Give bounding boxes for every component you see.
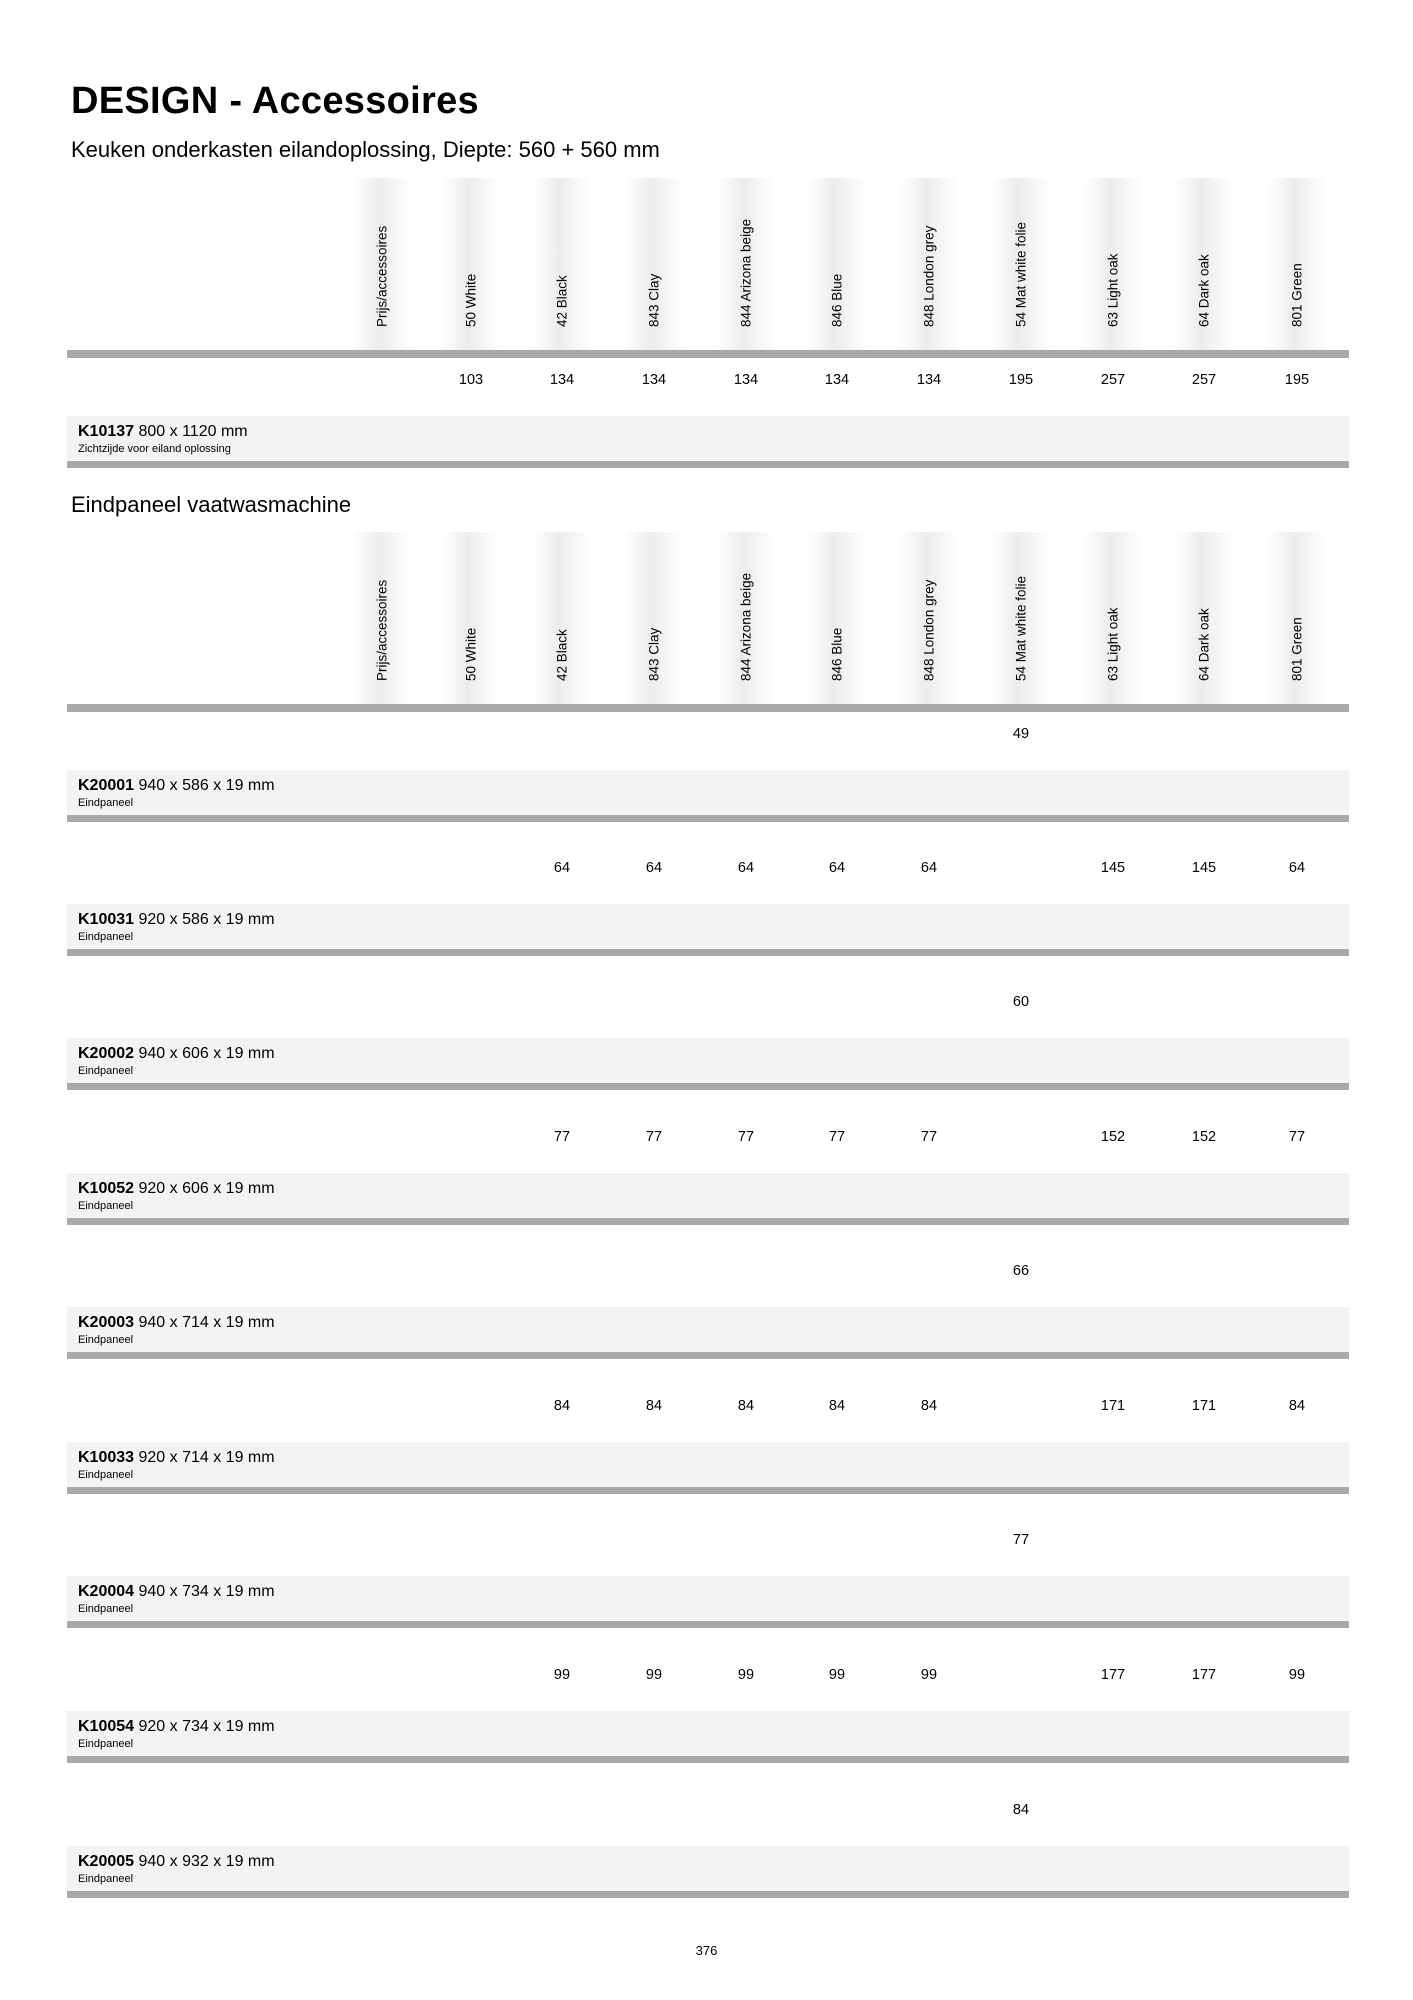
table-row: [67, 709, 1349, 843]
price-cell: 99: [553, 1667, 571, 1683]
price-cell: 64: [1288, 860, 1306, 876]
article-title: [78, 777, 275, 795]
price-cell: 84: [1288, 1398, 1306, 1414]
price-cell: 77: [645, 1129, 663, 1145]
column-header-label: 64 Dark oak: [1196, 254, 1212, 327]
price-cell: 77: [553, 1129, 571, 1145]
column-header-color: [717, 532, 775, 704]
article-title: [78, 1583, 275, 1601]
price-cell: 64: [828, 860, 846, 876]
article-code: K20004: [78, 1583, 135, 1600]
price-cell: 145: [1100, 860, 1126, 876]
price-cell: 77: [920, 1129, 938, 1145]
article-description: Eindpaneel: [78, 1469, 134, 1481]
column-header-price: [353, 178, 411, 350]
column-header-label: 846 Blue: [829, 273, 845, 327]
column-header-label: 844 Arizona beige: [738, 218, 754, 327]
article-description: Eindpaneel: [78, 931, 134, 943]
column-header-color: [442, 178, 500, 350]
price-cell: 171: [1191, 1398, 1217, 1414]
article-code: K10033: [78, 1449, 135, 1466]
column-header-label: 846 Blue: [829, 627, 845, 681]
article-size: 920 x 734 x 19 mm: [138, 1718, 275, 1735]
column-header-price: [353, 532, 411, 704]
column-header-label: 54 Mat white folie: [1013, 575, 1029, 681]
row-divider: [67, 1756, 1349, 1763]
column-header-color: [625, 178, 683, 350]
row-divider: [67, 461, 1349, 468]
column-header-color: [808, 532, 866, 704]
price-cell: 84: [828, 1398, 846, 1414]
article-code: K10052: [78, 1180, 135, 1197]
column-header-label: 848 London grey: [921, 579, 937, 681]
table-row: [67, 977, 1349, 1111]
price-cell: 195: [1284, 372, 1310, 388]
article-description: Eindpaneel: [78, 1334, 134, 1346]
price-cell: 103: [458, 372, 484, 388]
page-number: 376: [695, 1943, 718, 1958]
price-cell: 257: [1100, 372, 1126, 388]
price-cell: 77: [1012, 1532, 1030, 1548]
column-header-label: 63 Light oak: [1105, 607, 1121, 681]
column-header-label: 42 Black: [554, 275, 570, 327]
price-cell: 134: [916, 372, 942, 388]
price-cell: 134: [549, 372, 575, 388]
column-header-color: [900, 532, 958, 704]
column-header-color: [533, 178, 591, 350]
article-description: Eindpaneel: [78, 1065, 134, 1077]
price-cell: 99: [1288, 1667, 1306, 1683]
article-size: 940 x 734 x 19 mm: [138, 1583, 275, 1600]
column-header-color: [808, 178, 866, 350]
article-description: Zichtzijde voor eiland oplossing: [78, 443, 231, 455]
price-cell: 177: [1191, 1667, 1217, 1683]
price-cell: 195: [1008, 372, 1034, 388]
price-cell: 134: [641, 372, 667, 388]
column-header-label: 63 Light oak: [1105, 253, 1121, 327]
table-row: [67, 1785, 1349, 1919]
column-header-label: 54 Mat white folie: [1013, 221, 1029, 327]
column-header-color: [900, 178, 958, 350]
price-cell: 99: [920, 1667, 938, 1683]
article-code: K10054: [78, 1718, 135, 1735]
article-description: Eindpaneel: [78, 1603, 134, 1615]
price-cell: 77: [828, 1129, 846, 1145]
article-title: [78, 1853, 275, 1871]
article-size: 920 x 586 x 19 mm: [138, 911, 275, 928]
article-code: K20002: [78, 1045, 135, 1062]
price-cell: 49: [1012, 726, 1030, 742]
column-header-color: [1084, 178, 1142, 350]
price-cell: 99: [645, 1667, 663, 1683]
table-row: [67, 1381, 1349, 1515]
column-header-color: [1175, 532, 1233, 704]
article-size: 920 x 714 x 19 mm: [138, 1449, 275, 1466]
row-divider: [67, 1352, 1349, 1359]
price-cell: 134: [824, 372, 850, 388]
column-header-color: [1268, 532, 1326, 704]
price-cell: 84: [920, 1398, 938, 1414]
column-header-color: [442, 532, 500, 704]
section2-column-header: [67, 532, 1349, 712]
table-row: [67, 1112, 1349, 1246]
article-title: [78, 1045, 275, 1063]
price-cell: 77: [737, 1129, 755, 1145]
article-size: 920 x 606 x 19 mm: [138, 1180, 275, 1197]
column-header-color: [1175, 178, 1233, 350]
price-cell: 134: [733, 372, 759, 388]
article-code: K10137: [78, 423, 135, 440]
row-divider: [67, 1487, 1349, 1494]
article-band: [67, 416, 1349, 461]
article-description: Eindpaneel: [78, 1200, 134, 1212]
article-code: K20003: [78, 1314, 135, 1331]
article-title: [78, 1718, 275, 1736]
column-header-label: Prijs/accessoires: [374, 225, 390, 327]
price-cell: 64: [645, 860, 663, 876]
column-header-color: [625, 532, 683, 704]
price-cell: 66: [1012, 1263, 1030, 1279]
article-title: [78, 1449, 275, 1467]
column-header-label: 843 Clay: [646, 273, 662, 327]
row-divider: [67, 1891, 1349, 1898]
price-cell: 77: [1288, 1129, 1306, 1145]
column-header-color: [992, 178, 1050, 350]
article-size: 940 x 714 x 19 mm: [138, 1314, 275, 1331]
price-cell: 84: [645, 1398, 663, 1414]
article-title: [78, 911, 275, 929]
page-title: DESIGN - Accessoires: [71, 80, 479, 122]
article-description: Eindpaneel: [78, 1873, 134, 1885]
column-header-color: [1268, 178, 1326, 350]
article-size: 940 x 932 x 19 mm: [138, 1853, 275, 1870]
row-divider: [67, 1621, 1349, 1628]
column-header-color: [992, 532, 1050, 704]
price-cell: 84: [1012, 1802, 1030, 1818]
column-header-label: 801 Green: [1289, 617, 1305, 681]
price-cell: 60: [1012, 994, 1030, 1010]
article-code: K20005: [78, 1853, 135, 1870]
table-row: [67, 1246, 1349, 1380]
row-divider: [67, 815, 1349, 822]
row-divider: [67, 1218, 1349, 1225]
column-header-label: 50 White: [463, 627, 479, 681]
table-row: [67, 355, 1349, 489]
price-cell: 64: [920, 860, 938, 876]
article-size: 800 x 1120 mm: [138, 423, 248, 440]
article-title: [78, 1314, 275, 1332]
article-description: Eindpaneel: [78, 1738, 134, 1750]
article-size: 940 x 606 x 19 mm: [138, 1045, 275, 1062]
column-header-label: 848 London grey: [921, 225, 937, 327]
row-divider: [67, 949, 1349, 956]
price-cell: 99: [737, 1667, 755, 1683]
column-header-color: [533, 532, 591, 704]
column-header-label: 801 Green: [1289, 263, 1305, 327]
row-divider: [67, 1083, 1349, 1090]
article-code: K20001: [78, 777, 135, 794]
price-cell: 152: [1191, 1129, 1217, 1145]
price-cell: 145: [1191, 860, 1217, 876]
price-cell: 64: [737, 860, 755, 876]
column-header-color: [1084, 532, 1142, 704]
column-header-label: 50 White: [463, 273, 479, 327]
column-header-label: Prijs/accessoires: [374, 579, 390, 681]
article-size: 940 x 586 x 19 mm: [138, 777, 275, 794]
table-row: [67, 843, 1349, 977]
price-cell: 257: [1191, 372, 1217, 388]
article-title: [78, 1180, 275, 1198]
article-description: Eindpaneel: [78, 797, 134, 809]
price-cell: 171: [1100, 1398, 1126, 1414]
article-title: [78, 423, 248, 441]
section1-title: Keuken onderkasten eilandoplossing, Diepte: 560 + 560 mm: [71, 137, 660, 162]
price-cell: 152: [1100, 1129, 1126, 1145]
column-header-color: [717, 178, 775, 350]
price-cell: 84: [737, 1398, 755, 1414]
section1-column-header: [67, 178, 1349, 358]
price-cell: 177: [1100, 1667, 1126, 1683]
table-row: [67, 1515, 1349, 1649]
table-row: [67, 1650, 1349, 1784]
column-header-label: 844 Arizona beige: [738, 572, 754, 681]
column-header-label: 42 Black: [554, 629, 570, 681]
article-code: K10031: [78, 911, 135, 928]
column-header-label: 843 Clay: [646, 627, 662, 681]
section2-title: Eindpaneel vaatwasmachine: [71, 492, 352, 517]
column-header-label: 64 Dark oak: [1196, 608, 1212, 681]
price-cell: 64: [553, 860, 571, 876]
price-cell: 84: [553, 1398, 571, 1414]
price-cell: 99: [828, 1667, 846, 1683]
